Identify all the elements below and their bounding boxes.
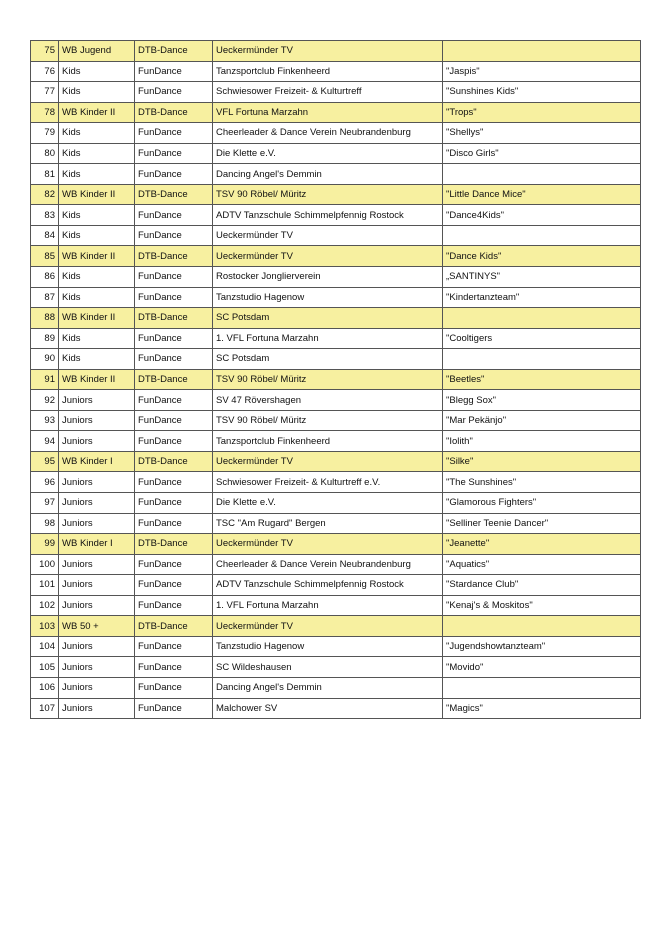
discipline-cell: DTB-Dance bbox=[135, 41, 213, 62]
discipline-cell: FunDance bbox=[135, 698, 213, 719]
table-row-highlighted bbox=[31, 184, 641, 205]
category-cell: Kids bbox=[59, 123, 135, 144]
category-cell: Juniors bbox=[59, 677, 135, 698]
club-cell: Ueckermünder TV bbox=[213, 225, 443, 246]
group-name-cell: "Kindertanzteam" bbox=[443, 287, 641, 308]
start-number-cell: 87 bbox=[31, 287, 59, 308]
category-cell: WB Kinder I bbox=[59, 534, 135, 555]
discipline-cell: DTB-Dance bbox=[135, 534, 213, 555]
table-row bbox=[31, 82, 641, 103]
discipline-cell: DTB-Dance bbox=[135, 369, 213, 390]
category-cell: Juniors bbox=[59, 410, 135, 431]
start-number-cell: 107 bbox=[31, 698, 59, 719]
category-cell: WB Jugend bbox=[59, 41, 135, 62]
table-row-highlighted bbox=[31, 616, 641, 637]
start-number-cell: 91 bbox=[31, 369, 59, 390]
start-number-cell: 103 bbox=[31, 616, 59, 637]
group-name-cell: "Movido" bbox=[443, 657, 641, 678]
club-cell: SC Potsdam bbox=[213, 349, 443, 370]
group-name-cell bbox=[443, 225, 641, 246]
starter-list-table bbox=[30, 40, 641, 719]
start-number-cell: 99 bbox=[31, 534, 59, 555]
start-number-cell: 100 bbox=[31, 554, 59, 575]
table-row bbox=[31, 328, 641, 349]
table-row bbox=[31, 636, 641, 657]
club-cell: Die Klette e.V. bbox=[213, 143, 443, 164]
table-row bbox=[31, 267, 641, 288]
start-number-cell: 86 bbox=[31, 267, 59, 288]
club-cell: TSV 90 Röbel/ Müritz bbox=[213, 184, 443, 205]
start-number-cell: 101 bbox=[31, 575, 59, 596]
discipline-cell: FunDance bbox=[135, 575, 213, 596]
table-row bbox=[31, 575, 641, 596]
group-name-cell: "Selliner Teenie Dancer" bbox=[443, 513, 641, 534]
club-cell: TSV 90 Röbel/ Müritz bbox=[213, 410, 443, 431]
start-number-cell: 81 bbox=[31, 164, 59, 185]
club-cell: 1. VFL Fortuna Marzahn bbox=[213, 595, 443, 616]
club-cell: VFL Fortuna Marzahn bbox=[213, 102, 443, 123]
discipline-cell: FunDance bbox=[135, 493, 213, 514]
group-name-cell: "Jaspis" bbox=[443, 61, 641, 82]
club-cell: Malchower SV bbox=[213, 698, 443, 719]
start-number-cell: 106 bbox=[31, 677, 59, 698]
group-name-cell bbox=[443, 349, 641, 370]
discipline-cell: DTB-Dance bbox=[135, 616, 213, 637]
discipline-cell: DTB-Dance bbox=[135, 102, 213, 123]
discipline-cell: FunDance bbox=[135, 636, 213, 657]
category-cell: WB Kinder II bbox=[59, 369, 135, 390]
table-row bbox=[31, 677, 641, 698]
start-number-cell: 102 bbox=[31, 595, 59, 616]
category-cell: Juniors bbox=[59, 595, 135, 616]
category-cell: Kids bbox=[59, 82, 135, 103]
start-number-cell: 84 bbox=[31, 225, 59, 246]
club-cell: Tanzsportclub Finkenheerd bbox=[213, 431, 443, 452]
table-row bbox=[31, 349, 641, 370]
discipline-cell: FunDance bbox=[135, 123, 213, 144]
club-cell: SC Potsdam bbox=[213, 308, 443, 329]
category-cell: Juniors bbox=[59, 698, 135, 719]
table-row bbox=[31, 143, 641, 164]
category-cell: Juniors bbox=[59, 636, 135, 657]
club-cell: Ueckermünder TV bbox=[213, 41, 443, 62]
start-number-cell: 90 bbox=[31, 349, 59, 370]
group-name-cell: "Little Dance Mice" bbox=[443, 184, 641, 205]
discipline-cell: FunDance bbox=[135, 554, 213, 575]
club-cell: Cheerleader & Dance Verein Neubrandenburg bbox=[213, 554, 443, 575]
club-cell: ADTV Tanzschule Schimmelpfennig Rostock bbox=[213, 205, 443, 226]
club-cell: Dancing Angel's Demmin bbox=[213, 677, 443, 698]
start-number-cell: 76 bbox=[31, 61, 59, 82]
table-row bbox=[31, 164, 641, 185]
group-name-cell: "Beetles" bbox=[443, 369, 641, 390]
category-cell: Kids bbox=[59, 143, 135, 164]
club-cell: Tanzstudio Hagenow bbox=[213, 636, 443, 657]
category-cell: Juniors bbox=[59, 575, 135, 596]
club-cell: Die Klette e.V. bbox=[213, 493, 443, 514]
table-body bbox=[31, 41, 641, 719]
club-cell: ADTV Tanzschule Schimmelpfennig Rostock bbox=[213, 575, 443, 596]
club-cell: Tanzsportclub Finkenheerd bbox=[213, 61, 443, 82]
table-row bbox=[31, 225, 641, 246]
category-cell: WB Kinder II bbox=[59, 308, 135, 329]
club-cell: Ueckermünder TV bbox=[213, 534, 443, 555]
group-name-cell: "Glamorous Fighters" bbox=[443, 493, 641, 514]
table-row bbox=[31, 205, 641, 226]
start-number-cell: 85 bbox=[31, 246, 59, 267]
category-cell: Juniors bbox=[59, 493, 135, 514]
group-name-cell: "Kenaj's & Moskitos" bbox=[443, 595, 641, 616]
discipline-cell: FunDance bbox=[135, 61, 213, 82]
category-cell: Kids bbox=[59, 349, 135, 370]
table-row bbox=[31, 513, 641, 534]
category-cell: WB Kinder II bbox=[59, 102, 135, 123]
category-cell: Juniors bbox=[59, 554, 135, 575]
group-name-cell: "Aquatics" bbox=[443, 554, 641, 575]
club-cell: Ueckermünder TV bbox=[213, 451, 443, 472]
table-row bbox=[31, 698, 641, 719]
group-name-cell: "Jugendshowtanzteam" bbox=[443, 636, 641, 657]
group-name-cell: "Jeanette" bbox=[443, 534, 641, 555]
group-name-cell bbox=[443, 677, 641, 698]
club-cell: Ueckermünder TV bbox=[213, 246, 443, 267]
start-number-cell: 95 bbox=[31, 451, 59, 472]
club-cell: Schwiesower Freizeit- & Kulturtreff bbox=[213, 82, 443, 103]
club-cell: SC Wildeshausen bbox=[213, 657, 443, 678]
discipline-cell: DTB-Dance bbox=[135, 184, 213, 205]
group-name-cell bbox=[443, 616, 641, 637]
club-cell: SV 47 Rövershagen bbox=[213, 390, 443, 411]
discipline-cell: DTB-Dance bbox=[135, 308, 213, 329]
discipline-cell: FunDance bbox=[135, 390, 213, 411]
start-number-cell: 78 bbox=[31, 102, 59, 123]
discipline-cell: FunDance bbox=[135, 205, 213, 226]
category-cell: WB Kinder II bbox=[59, 246, 135, 267]
club-cell: Dancing Angel's Demmin bbox=[213, 164, 443, 185]
category-cell: WB Kinder II bbox=[59, 184, 135, 205]
discipline-cell: FunDance bbox=[135, 410, 213, 431]
discipline-cell: FunDance bbox=[135, 164, 213, 185]
category-cell: Kids bbox=[59, 205, 135, 226]
table-row bbox=[31, 554, 641, 575]
category-cell: Kids bbox=[59, 61, 135, 82]
club-cell: TSC "Am Rugard" Bergen bbox=[213, 513, 443, 534]
table-row bbox=[31, 390, 641, 411]
group-name-cell: "Stardance Club" bbox=[443, 575, 641, 596]
start-number-cell: 80 bbox=[31, 143, 59, 164]
start-number-cell: 94 bbox=[31, 431, 59, 452]
start-number-cell: 92 bbox=[31, 390, 59, 411]
table-row-highlighted bbox=[31, 451, 641, 472]
discipline-cell: FunDance bbox=[135, 328, 213, 349]
start-number-cell: 77 bbox=[31, 82, 59, 103]
group-name-cell: "The Sunshines" bbox=[443, 472, 641, 493]
table-row bbox=[31, 657, 641, 678]
category-cell: WB 50 + bbox=[59, 616, 135, 637]
category-cell: Juniors bbox=[59, 513, 135, 534]
discipline-cell: FunDance bbox=[135, 657, 213, 678]
group-name-cell bbox=[443, 164, 641, 185]
table-row bbox=[31, 493, 641, 514]
table-row bbox=[31, 287, 641, 308]
table-row-highlighted bbox=[31, 534, 641, 555]
discipline-cell: DTB-Dance bbox=[135, 451, 213, 472]
category-cell: Juniors bbox=[59, 390, 135, 411]
category-cell: Juniors bbox=[59, 472, 135, 493]
start-number-cell: 79 bbox=[31, 123, 59, 144]
category-cell: Kids bbox=[59, 328, 135, 349]
table-row bbox=[31, 472, 641, 493]
table-row-highlighted bbox=[31, 308, 641, 329]
start-number-cell: 96 bbox=[31, 472, 59, 493]
group-name-cell: "Sunshines Kids" bbox=[443, 82, 641, 103]
club-cell: Ueckermünder TV bbox=[213, 616, 443, 637]
category-cell: Kids bbox=[59, 287, 135, 308]
category-cell: Kids bbox=[59, 267, 135, 288]
group-name-cell: "Disco Girls" bbox=[443, 143, 641, 164]
club-cell: 1. VFL Fortuna Marzahn bbox=[213, 328, 443, 349]
group-name-cell: "Shellys" bbox=[443, 123, 641, 144]
start-number-cell: 105 bbox=[31, 657, 59, 678]
club-cell: Rostocker Jonglierverein bbox=[213, 267, 443, 288]
table-row-highlighted bbox=[31, 246, 641, 267]
discipline-cell: FunDance bbox=[135, 677, 213, 698]
group-name-cell bbox=[443, 308, 641, 329]
start-number-cell: 104 bbox=[31, 636, 59, 657]
category-cell: Juniors bbox=[59, 431, 135, 452]
discipline-cell: FunDance bbox=[135, 513, 213, 534]
group-name-cell: "Silke" bbox=[443, 451, 641, 472]
group-name-cell: "Cooltigers bbox=[443, 328, 641, 349]
group-name-cell: "Magics" bbox=[443, 698, 641, 719]
category-cell: Kids bbox=[59, 164, 135, 185]
club-cell: Tanzstudio Hagenow bbox=[213, 287, 443, 308]
discipline-cell: FunDance bbox=[135, 595, 213, 616]
start-number-cell: 83 bbox=[31, 205, 59, 226]
start-number-cell: 75 bbox=[31, 41, 59, 62]
category-cell: Kids bbox=[59, 225, 135, 246]
table-row bbox=[31, 123, 641, 144]
group-name-cell: "Iolith" bbox=[443, 431, 641, 452]
table-row-highlighted bbox=[31, 102, 641, 123]
table-row bbox=[31, 61, 641, 82]
category-cell: Juniors bbox=[59, 657, 135, 678]
start-number-cell: 89 bbox=[31, 328, 59, 349]
group-name-cell bbox=[443, 41, 641, 62]
group-name-cell: "Dance4Kids" bbox=[443, 205, 641, 226]
group-name-cell: „SANTINYS" bbox=[443, 267, 641, 288]
club-cell: Schwiesower Freizeit- & Kulturtreff e.V. bbox=[213, 472, 443, 493]
discipline-cell: DTB-Dance bbox=[135, 246, 213, 267]
club-cell: Cheerleader & Dance Verein Neubrandenburg bbox=[213, 123, 443, 144]
table-row bbox=[31, 595, 641, 616]
group-name-cell: "Dance Kids" bbox=[443, 246, 641, 267]
group-name-cell: "Blegg Sox" bbox=[443, 390, 641, 411]
start-number-cell: 88 bbox=[31, 308, 59, 329]
group-name-cell: "Mar Pekänjo" bbox=[443, 410, 641, 431]
group-name-cell: "Trops" bbox=[443, 102, 641, 123]
table-row bbox=[31, 431, 641, 452]
start-number-cell: 98 bbox=[31, 513, 59, 534]
discipline-cell: FunDance bbox=[135, 349, 213, 370]
discipline-cell: FunDance bbox=[135, 225, 213, 246]
category-cell: WB Kinder I bbox=[59, 451, 135, 472]
club-cell: TSV 90 Röbel/ Müritz bbox=[213, 369, 443, 390]
discipline-cell: FunDance bbox=[135, 472, 213, 493]
discipline-cell: FunDance bbox=[135, 82, 213, 103]
discipline-cell: FunDance bbox=[135, 287, 213, 308]
start-number-cell: 97 bbox=[31, 493, 59, 514]
start-number-cell: 93 bbox=[31, 410, 59, 431]
start-number-cell: 82 bbox=[31, 184, 59, 205]
table-row-highlighted bbox=[31, 41, 641, 62]
discipline-cell: FunDance bbox=[135, 431, 213, 452]
discipline-cell: FunDance bbox=[135, 143, 213, 164]
table-row-highlighted bbox=[31, 369, 641, 390]
discipline-cell: FunDance bbox=[135, 267, 213, 288]
table-row bbox=[31, 410, 641, 431]
